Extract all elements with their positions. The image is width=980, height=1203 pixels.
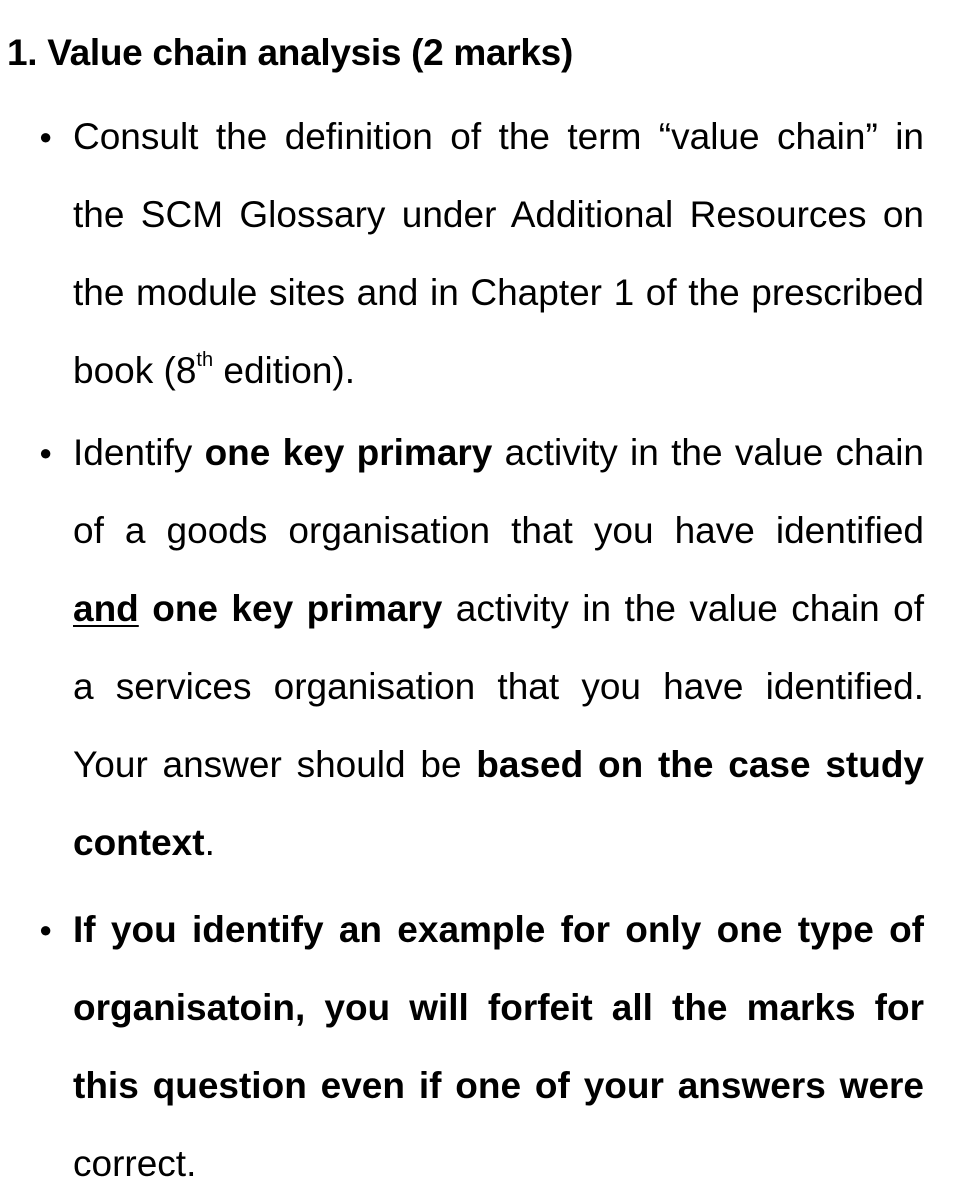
instruction-text: . (204, 822, 215, 863)
instruction-text: activity in the value chain of a goods organisation that you have identified (73, 432, 924, 551)
emphasis-text: one key primary (152, 588, 443, 629)
instruction-text: activity in the value chain of a services organisation that you have identified. Your answer should be (73, 588, 924, 785)
instruction-text: correct. (73, 1143, 197, 1184)
instruction-text: Consult the definition of the term “value chain” in the SCM Glossary under Additional Resources on the module sites and in Chapter 1 of the prescribed book (8 (73, 116, 924, 391)
warning-text: If you identify an example for only one type of organisatoin, you will forfeit all the marks for this question even if one of your answers were (73, 909, 924, 1106)
instruction-text: Identify (73, 432, 205, 473)
superscript-th: th (196, 348, 214, 371)
bullet-icon: ● (39, 917, 53, 942)
emphasis-underlined-text: and (73, 588, 139, 629)
instruction-text (139, 588, 152, 629)
question-heading: 1. Value chain analysis (2 marks) (7, 32, 573, 73)
emphasis-text: one key primary (204, 432, 493, 473)
bullet-icon: ● (39, 440, 53, 465)
bullet-icon: ● (39, 124, 53, 149)
instruction-text: edition). (213, 350, 356, 391)
emphasis-text: based on the case study context (73, 744, 924, 863)
instruction-item-forfeit-warning (39, 891, 924, 1203)
instruction-item-consult-definition (39, 98, 924, 410)
instruction-item-identify-activity (39, 414, 924, 882)
